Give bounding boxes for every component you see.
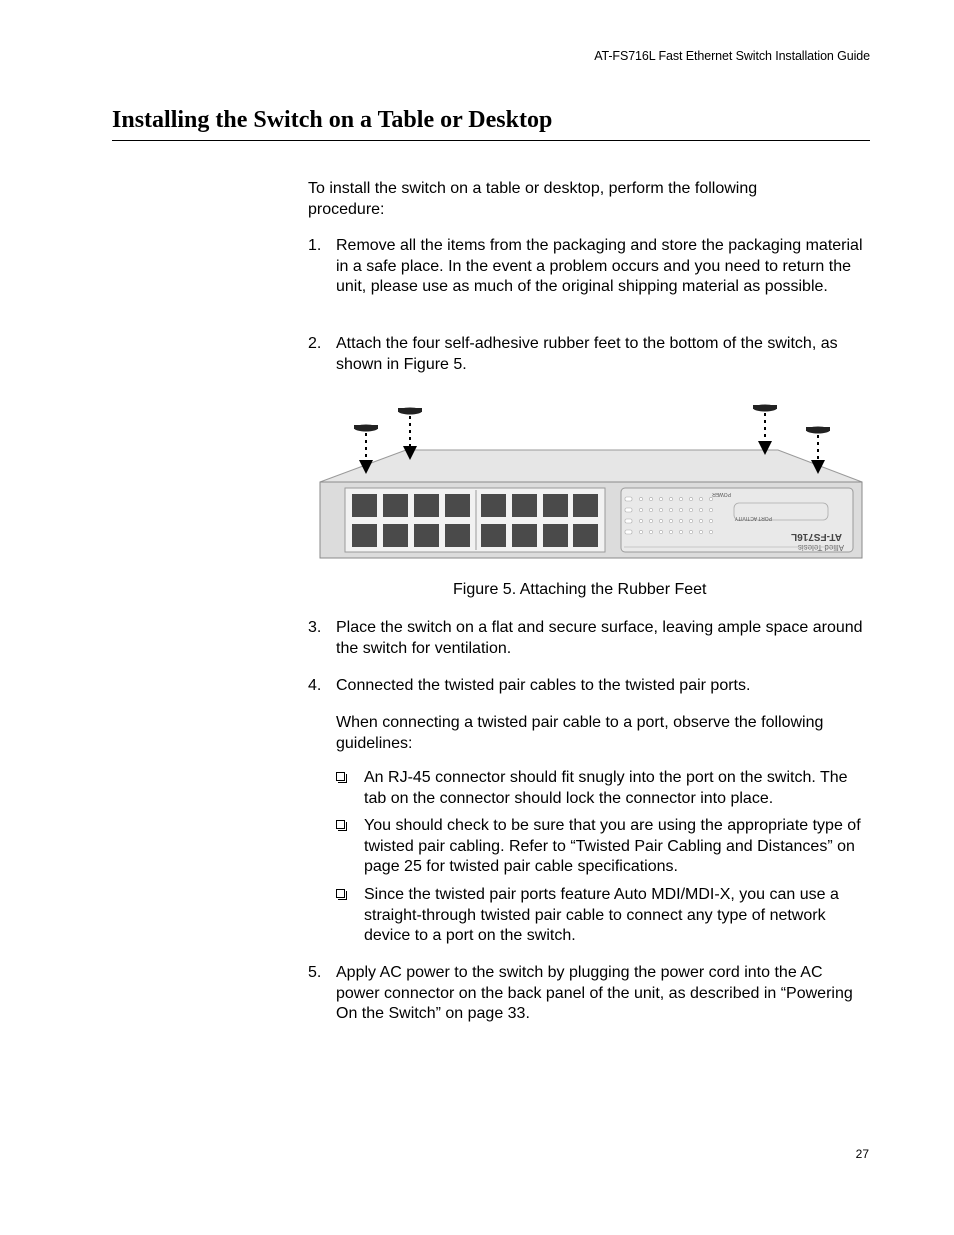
rj45-port [414,524,439,547]
step-text: Attach the four self-adhesive rubber feet to the bottom of the switch, as shown in Figure 5. [336,335,838,373]
rj45-port [383,524,408,547]
step-text: Remove all the items from the packaging and store the packaging material in a safe place. In the event a problem occurs and you need to return the unit, please use as much of the original shipping material as possible. [336,237,863,295]
step-number: 4. [308,677,322,694]
rj45-port [481,524,506,547]
rj45-port [573,494,598,517]
rubber-foot-3 [753,405,777,456]
figure-caption: Figure 5. Attaching the Rubber Feet [453,581,707,598]
brand-label: Allied Telesis [797,543,844,552]
section-title: Installing the Switch on a Table or Desktop [112,107,553,133]
port-activity-label: PORT ACTIVITY [734,515,772,521]
rj45-port [414,494,439,517]
page-number: 27 [855,1147,869,1161]
power-label: POWER [712,491,731,497]
step-4-note: When connecting a twisted pair cable to a port, observe the following guidelines: [336,714,824,752]
model-label: AT-FS716L [791,531,842,542]
step-number: 3. [308,619,322,636]
intro-paragraph: To install the switch on a table or desktop, perform the following procedure: [308,180,758,218]
step-text: Connected the twisted pair cables to the twisted pair ports. [336,677,751,694]
title-rule [112,140,870,141]
rj45-port [543,494,568,517]
running-header: AT-FS716L Fast Ethernet Switch Installation Guide [594,49,870,63]
rj45-port [352,524,377,547]
rj45-port [573,524,598,547]
rj45-port [512,524,537,547]
step-number: 2. [308,335,322,352]
bullet-text: Since the twisted pair ports feature Auto MDI/MDI-X, you can use a straight-through twisted pair cable to connect any type of network device to a port on the switch. [364,886,839,944]
rj45-port [445,494,470,517]
figure-rubber-feet [318,400,864,567]
checkbox-bullet-icon [336,820,345,829]
rj45-port [543,524,568,547]
checkbox-bullet-icon [336,889,345,898]
step-text: Place the switch on a flat and secure surface, leaving ample space around the switch for ventilation. [336,619,863,657]
rj45-port [512,494,537,517]
switch-illustration [318,400,864,562]
step-number: 5. [308,964,322,981]
step-number: 1. [308,237,322,254]
step-text: Apply AC power to the switch by plugging the power cord into the AC power connector on the back panel of the unit, as described in “Powering On the Switch” on page 33. [336,964,853,1022]
switch-top-surface [320,450,862,482]
rj45-port [481,494,506,517]
rj45-port [352,494,377,517]
checkbox-bullet-icon [336,772,345,781]
rj45-port [383,494,408,517]
bullet-text: You should check to be sure that you are using the appropriate type of twisted pair cabling. Refer to “Twisted Pair Cabling and Distances” on page 25 for twisted pair cable specifications. [364,817,861,875]
rj45-port [445,524,470,547]
bullet-text: An RJ-45 connector should fit snugly into the port on the switch. The tab on the connector should lock the connector into place. [364,769,848,807]
